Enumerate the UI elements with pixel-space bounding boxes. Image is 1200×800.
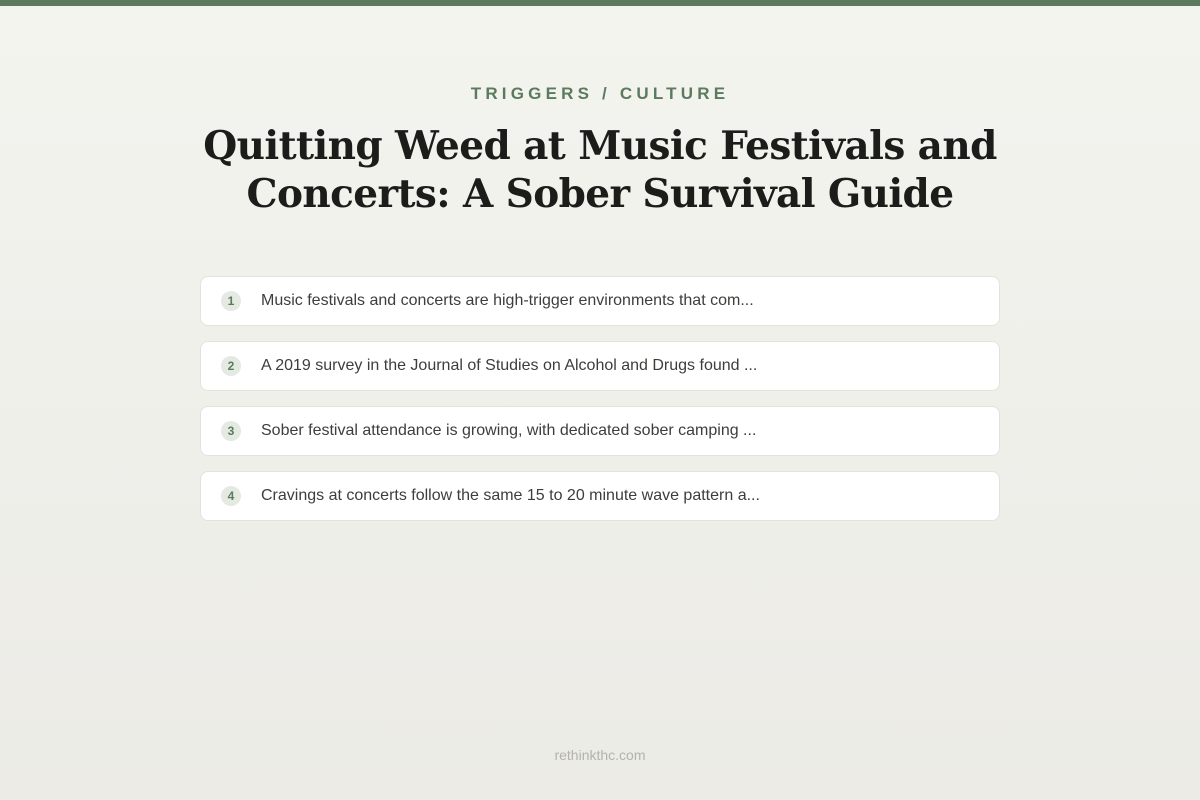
key-point-card-3[interactable]: [200, 406, 1000, 456]
key-point-card-4[interactable]: [200, 471, 1000, 521]
point-text: Cravings at concerts follow the same 15 to 20 minute wave pattern a...: [261, 487, 760, 504]
key-point-card-2[interactable]: [200, 341, 1000, 391]
point-number-badge: 4: [221, 486, 241, 506]
point-number-badge: 1: [221, 291, 241, 311]
key-points-list: [200, 276, 1000, 536]
key-point-card-1[interactable]: [200, 276, 1000, 326]
point-text: Sober festival attendance is growing, with dedicated sober camping ...: [261, 422, 757, 439]
point-number-badge: 3: [221, 421, 241, 441]
page-title: Quitting Weed at Music Festivals and Concerts: A Sober Survival Guide: [203, 123, 997, 217]
footer-site-link[interactable]: rethinkthc.com: [554, 747, 646, 763]
point-number-badge: 2: [221, 356, 241, 376]
accent-top-bar: [0, 0, 1200, 6]
point-text: A 2019 survey in the Journal of Studies on Alcohol and Drugs found ...: [261, 357, 758, 374]
category-label: TRIGGERS / CULTURE: [470, 84, 730, 103]
point-text: Music festivals and concerts are high-trigger environments that com...: [261, 292, 754, 309]
